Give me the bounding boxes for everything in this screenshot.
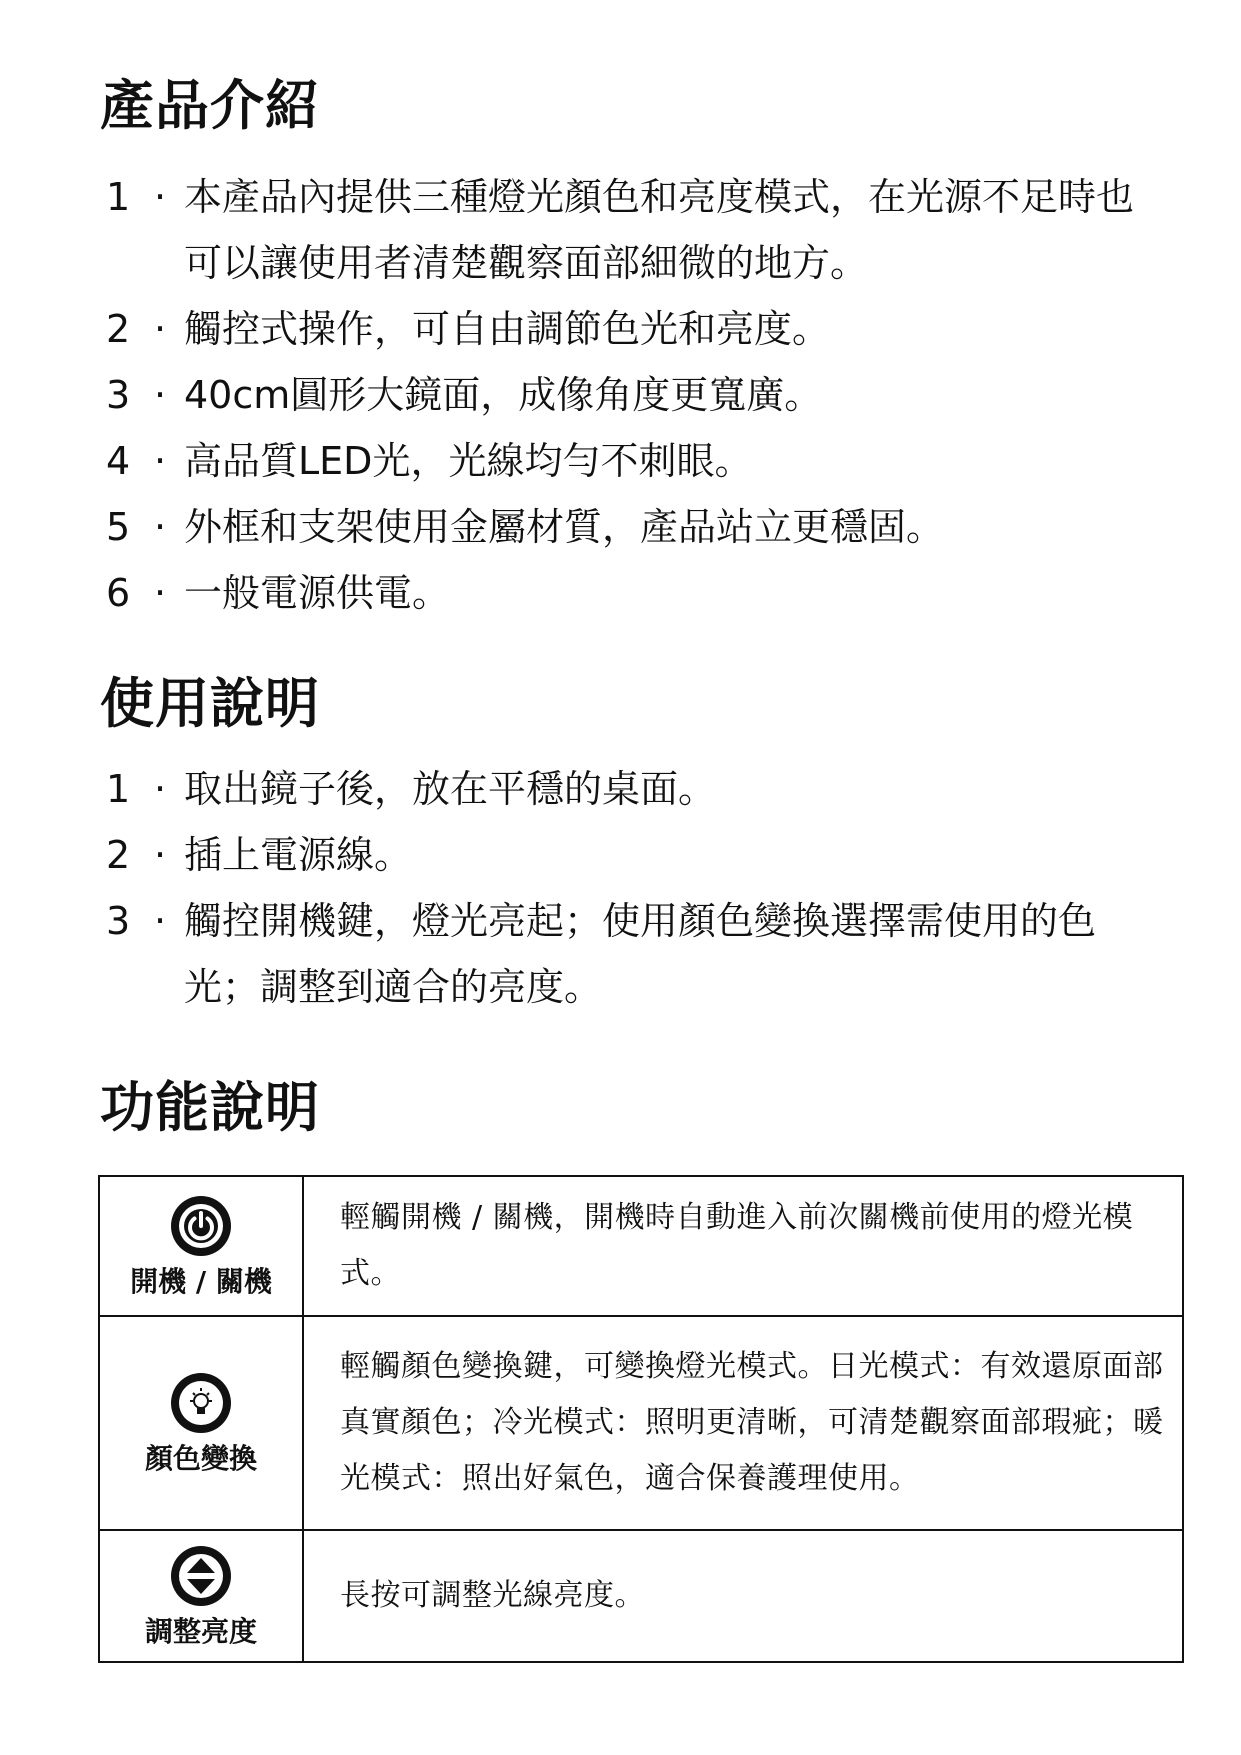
item-number: 6: [106, 571, 131, 615]
intro-item: [106, 164, 1146, 296]
brightness-arrows-icon: [168, 1543, 234, 1609]
item-separator: ·: [153, 571, 167, 615]
intro-list: [106, 164, 1146, 626]
intro-item: [106, 296, 1146, 362]
function-description: 輕觸開機 / 關機，開機時自動進入前次關機前使用的燈光模式。: [303, 1176, 1183, 1316]
lightbulb-icon: [168, 1370, 234, 1436]
function-label: 顏色變換: [144, 1442, 257, 1475]
item-separator: ·: [153, 833, 167, 877]
usage-item: [106, 756, 1146, 822]
item-text: 插上電源線。: [184, 833, 413, 877]
item-separator: ·: [153, 307, 167, 351]
section-title-functions: 功能說明: [100, 1076, 320, 1139]
item-text: 40cm圓形大鏡面，成像角度更寬廣。: [184, 373, 823, 417]
function-icon-cell: [99, 1316, 303, 1530]
usage-list: [106, 756, 1146, 1020]
item-separator: ·: [153, 767, 167, 811]
intro-item: [106, 560, 1146, 626]
usage-item: [106, 888, 1146, 1020]
function-icon-cell: [99, 1176, 303, 1316]
item-number: 5: [106, 505, 131, 549]
function-description: 長按可調整光線亮度。: [303, 1530, 1183, 1662]
item-number: 3: [106, 899, 131, 943]
item-number: 1: [106, 767, 131, 811]
item-separator: ·: [153, 175, 167, 219]
item-separator: ·: [153, 505, 167, 549]
item-text: 一般電源供電。: [184, 571, 451, 615]
item-number: 3: [106, 373, 131, 417]
function-description: 輕觸顏色變換鍵，可變換燈光模式。日光模式：有效還原面部真實顏色；冷光模式：照明更清晰，可清楚觀察面部瑕疵；暖光模式：照出好氣色，適合保養護理使用。: [303, 1316, 1183, 1530]
item-number: 4: [106, 439, 131, 483]
item-text: 取出鏡子後，放在平穩的桌面。: [184, 767, 717, 811]
section-title-usage: 使用說明: [100, 672, 320, 735]
item-number: 2: [106, 307, 131, 351]
item-text: 觸控式操作，可自由調節色光和亮度。: [184, 307, 831, 351]
item-separator: ·: [153, 373, 167, 417]
function-icon-cell: [99, 1530, 303, 1662]
item-text: 觸控開機鍵，燈光亮起；使用顏色變換選擇需使用的色光；調整到適合的亮度。: [184, 899, 1097, 1009]
function-row-brightness: [99, 1530, 1183, 1662]
power-icon: [168, 1193, 234, 1259]
intro-item: [106, 428, 1146, 494]
intro-item: [106, 494, 1146, 560]
item-text: 高品質LED光，光線均勻不刺眼。: [184, 439, 753, 483]
item-number: 2: [106, 833, 131, 877]
intro-item: [106, 362, 1146, 428]
section-title-intro: 產品介紹: [100, 74, 320, 137]
item-number: 1: [106, 175, 131, 219]
item-separator: ·: [153, 899, 167, 943]
item-text: 外框和支架使用金屬材質，產品站立更穩固。: [184, 505, 945, 549]
function-label: 調整亮度: [144, 1615, 257, 1648]
function-table: [98, 1175, 1184, 1663]
usage-item: [106, 822, 1146, 888]
function-label: 開機 / 關機: [130, 1265, 272, 1298]
function-row-power: [99, 1176, 1183, 1316]
function-row-color: [99, 1316, 1183, 1530]
item-text: 本產品內提供三種燈光顏色和亮度模式，在光源不足時也可以讓使用者清楚觀察面部細微的地方。: [184, 175, 1135, 285]
item-separator: ·: [153, 439, 167, 483]
